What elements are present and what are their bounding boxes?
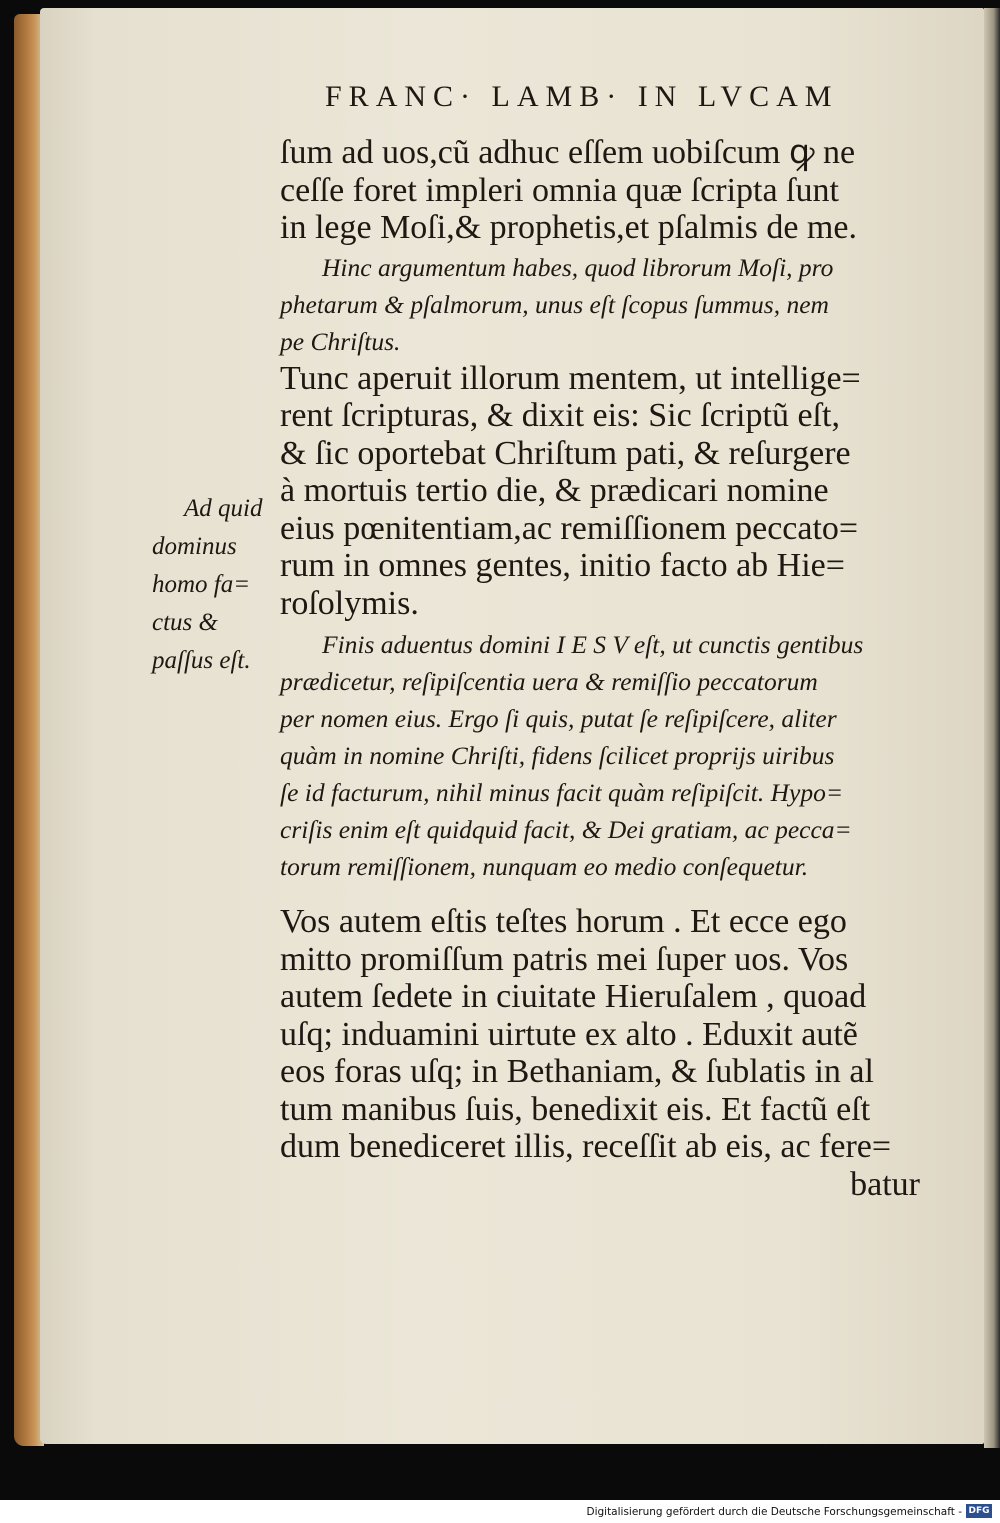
gloss-line: ctus &: [152, 609, 218, 636]
funding-credit: Digitalisierung gefördert durch die Deutsche Forschungsgemeinschaft -: [586, 1506, 962, 1518]
text-line: dum benediceret illis, receſſit ab eis, ac fere=: [280, 1128, 892, 1165]
text-line: uſq; induamini uirtute ex alto . Eduxit autẽ: [280, 1015, 858, 1053]
text-line: mitto promiſſum patris mei ſuper uos. Vos: [280, 940, 849, 978]
note-line: quàm in nomine Chriſti, fidens ſcilicet proprijs uiribus: [280, 741, 835, 770]
catchword: batur: [850, 1165, 920, 1203]
text-line: à mortuis tertio die, & prædicari nomine: [280, 472, 829, 509]
text-line: ſum ad uos,cũ adhuc eſſem uobiſcum ꝙ ne: [280, 134, 856, 171]
note-line: phetarum & pſalmorum, unus eſt ſcopus ſummus, nem: [280, 289, 829, 319]
text-line: autem ſedete in ciuitate Hieruſalem , quoad: [280, 978, 867, 1015]
gloss-line: Ad quid: [184, 495, 263, 522]
footer-bar: [0, 1500, 1000, 1523]
text-line: tum manibus ſuis, benedixit eis. Et factũ eſt: [280, 1090, 871, 1128]
running-head: FRANC· LAMB· IN LVCAM: [325, 80, 839, 113]
text-line: eos foras uſq; in Bethaniam, & ſublatis in al: [280, 1053, 874, 1090]
note-line: per nomen eius. Ergo ſi quis, putat ſe reſipiſcere, aliter: [280, 704, 837, 733]
commentary-note-1: [280, 249, 930, 360]
note-line: ſe id facturum, nihil minus facit quàm reſipiſcit. Hypo=: [280, 778, 844, 807]
note-line: Finis aduentus domini I E S V eſt, ut cunctis gentibus: [322, 630, 864, 659]
note-line: criſis enim eſt quidquid facit, & Dei gratiam, ac pecca=: [280, 815, 852, 844]
text-line: rent ſcripturas, & dixit eis: Sic ſcriptũ eſt,: [280, 397, 840, 434]
commentary-note-2: [280, 626, 930, 885]
text-line: rum in omnes gentes, initio facto ab Hie=: [280, 547, 845, 584]
note-line: pe Chriſtus.: [280, 326, 401, 356]
text-line: eius pœnitentiam,ac remiſſionem peccato=: [280, 509, 859, 547]
note-line: torum remiſſionem, nunquam eo medio conſequetur.: [280, 852, 809, 881]
text-line: in lege Moſi,& prophetis,et pſalmis de me.: [280, 209, 857, 246]
gloss-line: homo fa=: [152, 571, 251, 598]
text-line: Tunc aperuit illorum mentem, ut intellige=: [280, 359, 861, 397]
gloss-line: paſſus eſt.: [152, 647, 251, 674]
text-line: roſolymis.: [280, 584, 419, 622]
text-line: & ſic oportebat Chriſtum pati, & reſurgere: [280, 434, 851, 472]
scripture-block-2: [280, 360, 930, 623]
marginal-gloss: [152, 490, 282, 680]
gloss-line: dominus: [152, 533, 237, 560]
right-page-edge: [984, 8, 1000, 1448]
note-line: prædicetur, reſipiſcentia uera & remiſſio peccatorum: [280, 667, 818, 696]
note-line: Hinc argumentum habes, quod librorum Moſi, pro: [322, 252, 834, 282]
main-text-column: [280, 134, 930, 1203]
dfg-logo: DFG: [966, 1504, 992, 1518]
text-line: ceſſe foret impleri omnia quæ ſcripta ſunt: [280, 171, 839, 209]
scripture-block-3: [280, 903, 930, 1203]
text-line: Vos autem eſtis teſtes horum . Et ecce ego: [280, 903, 847, 940]
scripture-block-1: [280, 134, 930, 247]
